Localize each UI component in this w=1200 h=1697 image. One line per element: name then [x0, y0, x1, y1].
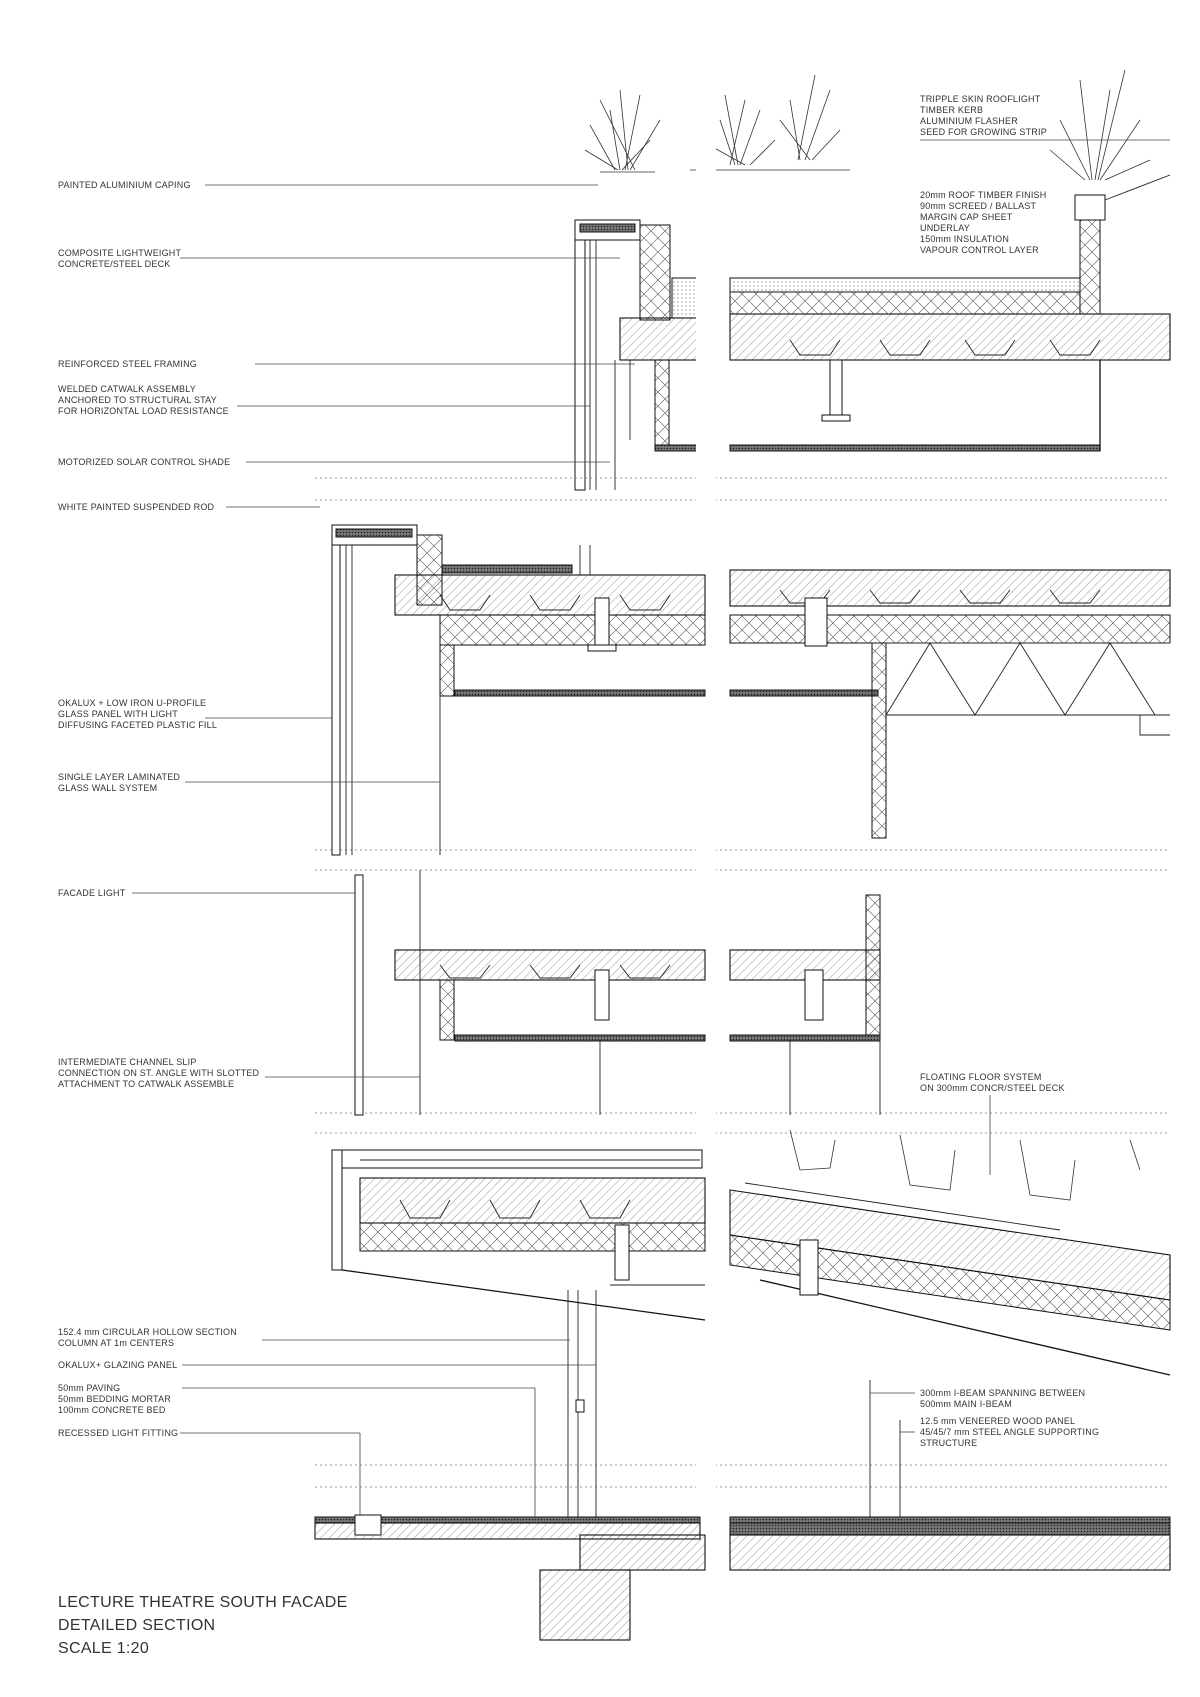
- label-okalux-panel: OKALUX + LOW IRON U-PROFILE GLASS PANEL WITH LIGHT DIFFUSING FACETED PLASTIC FILL: [58, 698, 218, 730]
- label-intermediate-channel: INTERMEDIATE CHANNEL SLIP CONNECTION ON ST. ANGLE WITH SLOTTED ATTACHMENT TO CATWALK ASSEMBLE: [58, 1057, 260, 1089]
- title-line-2: DETAILED SECTION: [58, 1617, 216, 1634]
- label-floating-floor: FLOATING FLOOR SYSTEM ON 300mm CONCR/STEEL DECK: [920, 1072, 1065, 1093]
- label-facade-light: FACADE LIGHT: [58, 888, 126, 898]
- leader-lines: [132, 185, 635, 1517]
- label-i-beam: 300mm I-BEAM SPANNING BETWEEN 500mm MAIN I-BEAM: [920, 1388, 1086, 1409]
- theatre-zone: [332, 1130, 1170, 1375]
- label-solar-shade: MOTORIZED SOLAR CONTROL SHADE: [58, 457, 231, 467]
- label-rooflight: TRIPPLE SKIN ROOFLIGHT TIMBER KERB ALUMINIUM FLASHER SEED FOR GROWING STRIP: [920, 94, 1047, 137]
- title-block: [58, 1594, 348, 1657]
- label-steel-framing: REINFORCED STEEL FRAMING: [58, 359, 197, 369]
- upper-floor-zone: [332, 525, 1170, 855]
- label-roof-build-up: 20mm ROOF TIMBER FINISH 90mm SCREED / BALLAST MARGIN CAP SHEET UNDERLAY 150mm INSULATION VAPOUR CONTROL LAYER: [920, 190, 1047, 255]
- left-labels: [58, 180, 260, 1438]
- label-suspended-rod: WHITE PAINTED SUSPENDED ROD: [58, 502, 215, 512]
- label-recessed-light: RECESSED LIGHT FITTING: [58, 1428, 179, 1438]
- label-okalux-glazing: OKALUX+ GLAZING PANEL: [58, 1360, 178, 1370]
- label-laminated-glass: SINGLE LAYER LAMINATED GLASS WALL SYSTEM: [58, 772, 181, 793]
- roof-zone: [575, 70, 1170, 490]
- label-catwalk-assembly: WELDED CATWALK ASSEMBLY ANCHORED TO STRUCTURAL STAY FOR HORIZONTAL LOAD RESISTANCE: [58, 384, 229, 416]
- label-wood-panel: 12.5 mm VENEERED WOOD PANEL 45/45/7 mm STEEL ANGLE SUPPORTING STRUCTURE: [920, 1416, 1100, 1448]
- label-paving: 50mm PAVING 50mm BEDDING MORTAR 100mm CONCRETE BED: [58, 1383, 171, 1415]
- mid-floor-zone: [355, 870, 880, 1115]
- label-aluminium-caping: PAINTED ALUMINIUM CAPING: [58, 180, 191, 190]
- title-line-3: SCALE 1:20: [58, 1640, 150, 1657]
- plant-icon: [1050, 70, 1150, 180]
- title-line-1: LECTURE THEATRE SOUTH FACADE: [58, 1594, 348, 1611]
- plant-icon: [585, 90, 660, 172]
- label-hollow-section: 152.4 mm CIRCULAR HOLLOW SECTION COLUMN AT 1m CENTERS: [58, 1327, 237, 1348]
- label-composite-deck: COMPOSITE LIGHTWEIGHT CONCRETE/STEEL DECK: [58, 248, 182, 269]
